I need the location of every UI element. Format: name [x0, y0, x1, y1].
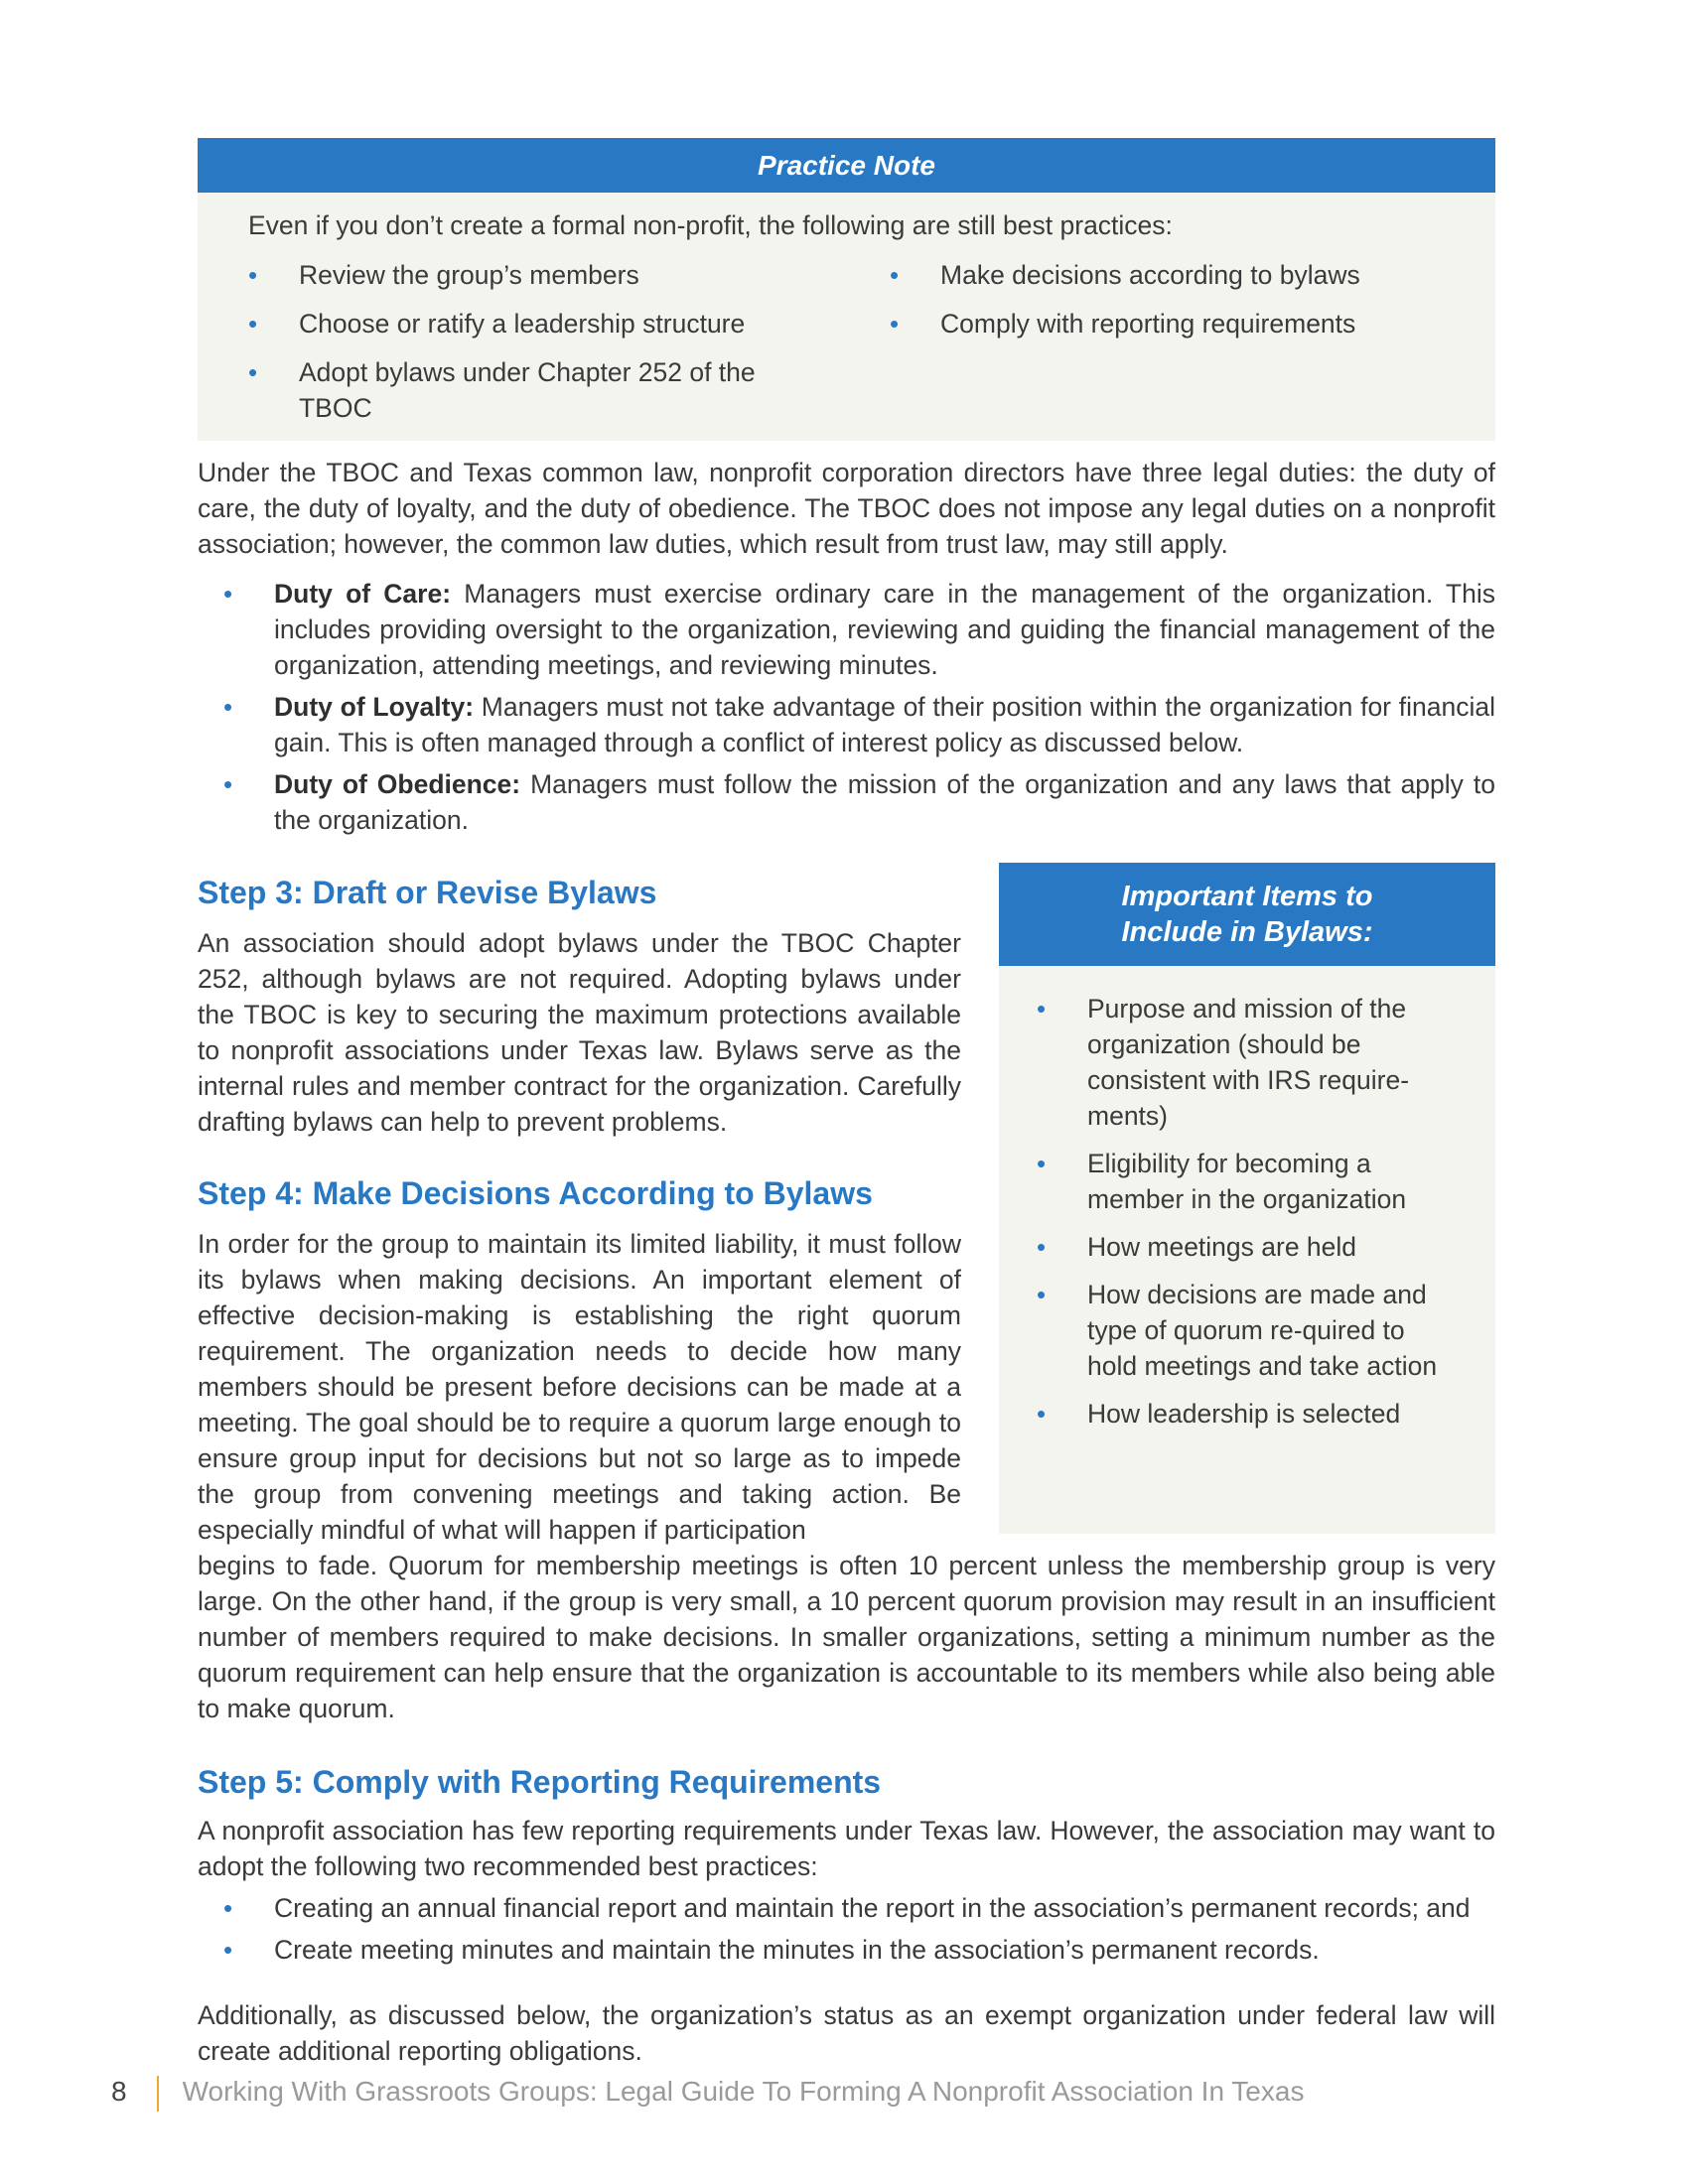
- bullet-icon: •: [890, 309, 900, 339]
- duty-item: [223, 689, 1495, 760]
- bullet-icon: •: [248, 309, 258, 339]
- practice-note-list-left: [248, 257, 825, 439]
- page-footer: [111, 2072, 1304, 2112]
- sidebar-list: [1037, 991, 1455, 1443]
- step4-paragraph-part2: begins to fade. Quorum for membership meetings is often 10 percent unless the membership group is very large. On the other hand, if the group is very small, a 10 percent quorum provision may result in an insufficient number of members required to make decisions. In smaller organizations, setting a minimum number as the quorum requirement can help ensure that the organization is accountable to its members while also being able to make quorum.: [198, 1551, 1495, 1723]
- step3-paragraph: An association should adopt bylaws under the TBOC Chapter 252, although bylaws are not required. Adopting bylaws under the TBOC is key to securing the maximum protections available to nonprofit associations under Texas law. Bylaws serve as the internal rules and member contract for the organization. Carefully drafting bylaws can help to prevent problems.: [198, 928, 961, 1137]
- duty-text: Managers must exercise ordinary care in the management of the organization. This includes providing oversight to the organization, reviewing and guiding the financial management of the organization, attending meetings, and reviewing minutes.: [274, 579, 1495, 680]
- bullet-icon: •: [248, 260, 258, 290]
- intro-paragraph: Under the TBOC and Texas common law, nonprofit corporation directors have three legal duties: the duty of care, the duty of loyalty, and the duty of obedience. The TBOC does not impose any legal duties on a nonprofit association; however, the common law duties, which result from trust law, may still apply.: [198, 458, 1495, 559]
- footer-title: Working With Grassroots Groups: Legal Guide To Forming A Nonprofit Association In Texas: [182, 2076, 1305, 2107]
- bullet-icon: •: [223, 1893, 233, 1923]
- bullet-icon: •: [223, 692, 233, 722]
- list-item: • Review the group’s members: [299, 257, 825, 293]
- list-item: • Create meeting minutes and maintain the minutes in the association’s permanent records.: [274, 1932, 1495, 1968]
- list-item: • Creating an annual financial report and maintain the report in the association’s permanent records; and: [274, 1890, 1495, 1926]
- duty-text: Managers must not take advantage of their position within the organization for financial gain. This is often managed through a conflict of interest policy as discussed below.: [274, 692, 1495, 757]
- list-item: • How leadership is selected: [1087, 1396, 1455, 1432]
- step5-list: [223, 1890, 1495, 1974]
- list-item: • Eligibility for becoming a member in the organization: [1087, 1146, 1455, 1217]
- duty-item: [223, 766, 1495, 838]
- practice-note-title: Practice Note: [198, 138, 1495, 193]
- bullet-icon: •: [223, 769, 233, 799]
- bullet-icon: •: [1037, 1232, 1047, 1262]
- step4-paragraph-part1: In order for the group to maintain its limited liability, it must follow its bylaws when making decisions. An important element of effective decision-making is establishing the right quorum requirement. The organization needs to decide how many members should be present before decisions can be made at a meeting. The goal should be to require a quorum large enough to ensure group input for decisions but not so large as to impede the group from convening meetings and taking action. Be especially mindful of what will happen if participation: [198, 1229, 961, 1545]
- closing-paragraph: Additionally, as discussed below, the organization’s status as an exempt organization under federal law will create additional reporting obligations.: [198, 2000, 1495, 2066]
- sidebar-title: Important Items to Include in Bylaws:: [999, 863, 1495, 966]
- practice-note-box: [198, 138, 1495, 441]
- list-item: • Adopt bylaws under Chapter 252 of the TBOC: [299, 354, 825, 426]
- list-item: • How decisions are made and type of quorum re-quired to hold meetings and take action: [1087, 1277, 1455, 1384]
- duty-item: [223, 576, 1495, 683]
- bullet-icon: •: [1037, 1149, 1047, 1178]
- bullet-icon: •: [890, 260, 900, 290]
- duty-term: Duty of Obedience:: [274, 769, 521, 799]
- footer-divider: [157, 2076, 159, 2112]
- bullet-icon: •: [223, 1935, 233, 1965]
- bullet-icon: •: [1037, 1399, 1047, 1429]
- bullet-icon: •: [1037, 1280, 1047, 1309]
- list-item: • Choose or ratify a leadership structure: [299, 306, 825, 341]
- page-number: 8: [111, 2076, 127, 2107]
- step5-heading: Step 5: Comply with Reporting Requirements: [198, 1764, 882, 1800]
- duty-term: Duty of Care:: [274, 579, 452, 609]
- list-item: • How meetings are held: [1087, 1229, 1455, 1265]
- duty-term: Duty of Loyalty:: [274, 692, 475, 722]
- bullet-icon: •: [248, 357, 258, 387]
- practice-note-intro: Even if you don’t create a formal non-profit, the following are still best practices:: [248, 210, 1173, 240]
- bullet-icon: •: [223, 579, 233, 609]
- step4-heading: Step 4: Make Decisions According to Bylaws: [198, 1175, 873, 1211]
- bylaws-items-sidebar: [999, 863, 1495, 1534]
- list-item: • Make decisions according to bylaws: [940, 257, 1467, 293]
- duties-list: [223, 576, 1495, 844]
- practice-note-list-right: [890, 257, 1467, 354]
- bullet-icon: •: [1037, 994, 1047, 1024]
- list-item: • Comply with reporting requirements: [940, 306, 1467, 341]
- step5-paragraph: A nonprofit association has few reporting requirements under Texas law. However, the association may want to adopt the following two recommended best practices:: [198, 1816, 1495, 1881]
- duty-text: Managers must follow the mission of the organization and any laws that apply to the organization.: [274, 769, 1495, 835]
- list-item: • Purpose and mission of the organization (should be consistent with IRS require-ments): [1087, 991, 1455, 1134]
- step3-heading: Step 3: Draft or Revise Bylaws: [198, 875, 657, 910]
